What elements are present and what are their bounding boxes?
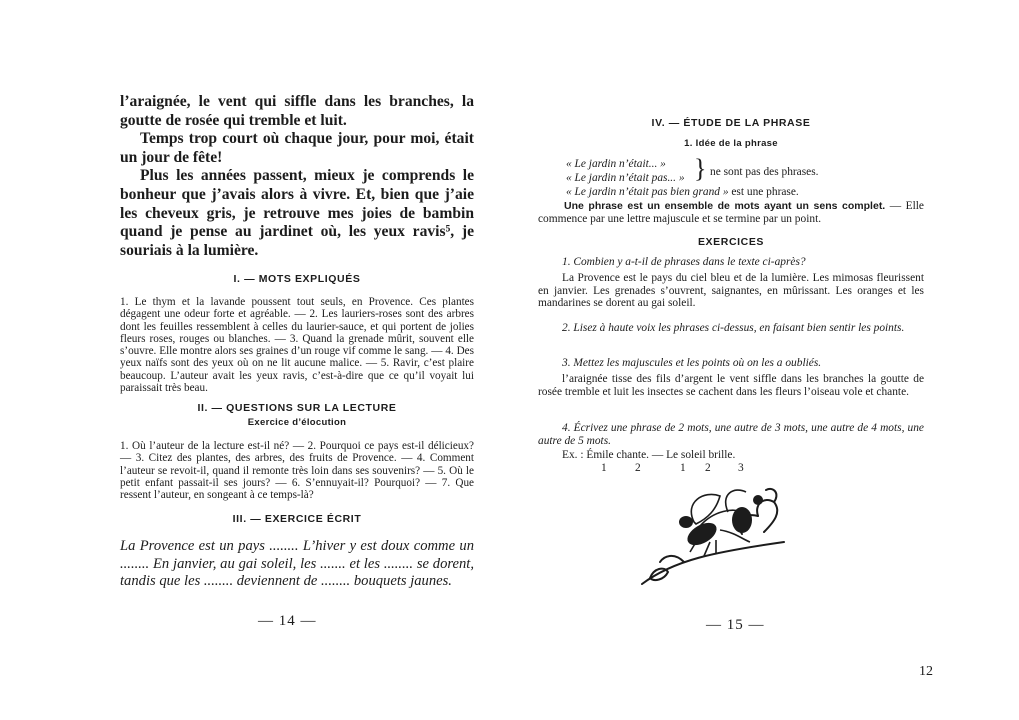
exercise-3-question: 3. Mettez les majuscules et les points où on les a oubliés. <box>562 357 822 369</box>
example-line-1: « Le jardin n’était... » <box>566 158 666 170</box>
example-line-3-rest: est une phrase. <box>728 186 799 198</box>
intro-paragraph-1: l’araignée, le vent qui siffle dans les branches, la goutte de rosée qui tremble et luit. <box>120 93 474 129</box>
word-number: 2 <box>705 462 711 474</box>
exercise-4-question: 4. Écrivez une phrase de 2 mots, une autre de 3 mots, une autre de 4 mots, une autre de 5 mots. <box>538 422 924 447</box>
section-2-subtitle: Exercice d’élocution <box>247 417 347 428</box>
section-4-title: IV. — ÉTUDE DE LA PHRASE <box>651 117 811 129</box>
intro-paragraph-2: Temps trop court où chaque jour, pour moi, était un jour de fête! <box>120 130 474 166</box>
word-number: 1 <box>601 462 607 474</box>
bee-flower-illustration <box>624 482 794 590</box>
section-3-text: La Provence est un pays ........ L’hiver y est doux comme un ........ En janvier, au gai soleil, les ....... et les ........ se dorent, tandis que les ........ deviennent de ........ bouquets jaunes. <box>120 538 474 590</box>
brace-symbol: } <box>694 154 707 183</box>
brace-text: ne sont pas des phrases. <box>710 166 819 178</box>
rule-rest: — Elle commence par une lettre majuscule et se termine par un point. <box>538 200 924 225</box>
exercise-3-text: l’araignée tisse des fils d’argent le vent siffle dans les branches la goutte de rosée tremble et luit les insectes se cachent dans les fleurs l’oiseau vole et chante. <box>538 373 924 398</box>
example-line-2: « Le jardin n’était pas... » <box>566 172 685 184</box>
example-line-3 <box>566 186 799 198</box>
page-number-right: — 15 — <box>706 617 765 633</box>
word-number: 1 <box>680 462 686 474</box>
example-line-3-italic: « Le jardin n’était pas bien grand » <box>566 186 729 198</box>
section-2-title: II. — QUESTIONS SUR LA LECTURE <box>197 402 397 414</box>
exercise-1-question: 1. Combien y a-t-il de phrases dans le texte ci-après? <box>562 256 806 268</box>
section-1-title: I. — MOTS EXPLIQUÉS <box>233 273 361 285</box>
exercices-title: EXERCICES <box>697 236 765 248</box>
example-sentences: Ex. : Émile chante. — Le soleil brille. <box>562 449 736 461</box>
section-1-text: 1. Le thym et la lavande poussent tout seuls, en Provence. Ces plantes dégagent une odeur forte et agréable. — 2. Les lauriers-roses sont des arbres dont les feuilles ressemblent à celles du laurier-sauce, et qui portent de jolies fleurs roses, rouges ou blanches. — 3. Quand la grenade mûrit, souvent elle s’ouvre. Elle montre alors ses graines d’un rouge vif comme le sang. — 4. Des yeux naïfs sont des yeux où on ne lit aucune malice. — 5. Ravir, c’est plaire beaucoup. L’auteur avait les yeux ravis, c’est-à-dire que ce qu’il voyait lui paraissait très beau. <box>120 296 474 395</box>
word-number: 3 <box>738 462 744 474</box>
intro-text <box>120 93 474 260</box>
corner-page-number: 12 <box>919 664 933 679</box>
section-4-subtitle: 1. Idée de la phrase <box>684 138 778 149</box>
word-number: 2 <box>635 462 641 474</box>
page-number-left: — 14 — <box>258 613 317 629</box>
rule-bold: Une phrase est un ensemble de mots ayant un sens complet. <box>564 200 886 212</box>
section-3-title: III. — EXERCICE ÉCRIT <box>232 513 362 525</box>
rule-text <box>538 200 924 225</box>
section-2-text: 1. Où l’auteur de la lecture est-il né? — 2. Pourquoi ce pays est-il délicieux? — 3. Citez des plantes, des arbres, des fruits de Provence. — 4. Comment l’auteur se revoit-il, quand il remonte très loin dans ses souvenirs? — 5. Où le petit enfant passait-il ses jours? — 6. S’ennuyait-il? Pourquoi? — 7. Que ressent l’auteur, en songeant à ce temps-là? <box>120 440 474 502</box>
exercise-1-text: La Provence est le pays du ciel bleu et de la lumière. Les mimosas fleurissent en janvier. Les grenades s’ouvrent, saignantes, en mûrissant. Les oranges et les mandarines se dorent au gai soleil. <box>538 272 924 310</box>
intro-paragraph-3: Plus les années passent, mieux je comprends le bonheur que j’avais alors à vivre. Et, bien que j’aie les cheveux gris, je retrouve mes joies de bambin quand je pense au jardinet où, les yeux ravis⁵, je souriais à la lumière. <box>120 167 474 259</box>
exercise-2-question: 2. Lisez à haute voix les phrases ci-dessus, en faisant bien sentir les points. <box>562 322 905 334</box>
